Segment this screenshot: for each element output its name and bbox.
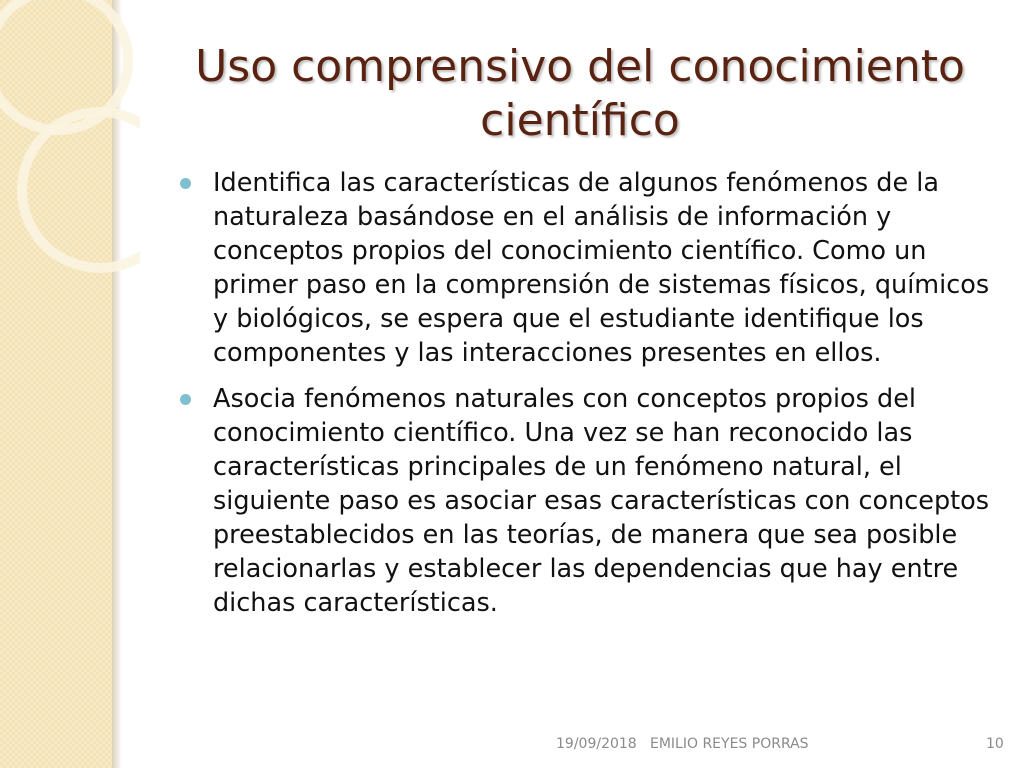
- footer-author: EMILIO REYES PORRAS: [650, 736, 809, 752]
- footer-page-number: 10: [986, 736, 1004, 752]
- footer-date: 19/09/2018: [556, 736, 637, 752]
- slide-title: Uso comprensivo del conocimiento científico: [195, 41, 965, 146]
- bullet-text: Asocia fenómenos naturales con conceptos propios del conocimiento científico. Una vez se han reconocido las características principales de un fenómeno natural, el siguiente paso es asociar esas características con conceptos preestablecidos en las teorías, de manera que sea posible relacionarlas y establecer las dependencias que hay entre dichas características.: [213, 384, 990, 618]
- bullet-text: Identifica las características de algunos fenómenos de la naturaleza basándose en el análisis de información y conceptos propios del conocimiento científico. Como un primer paso en la comprensión de sistemas físicos, químicos y biológicos, se espera que el estudiante identifique los componentes y las interacciones presentes en ellos.: [213, 168, 990, 368]
- decorative-rings-icon: [0, 0, 140, 320]
- bullet-item: [175, 382, 1005, 620]
- bullet-dot-icon: [180, 394, 191, 405]
- bullet-list: [175, 166, 1005, 632]
- bullet-item: [175, 166, 1005, 370]
- bullet-dot-icon: [180, 178, 191, 189]
